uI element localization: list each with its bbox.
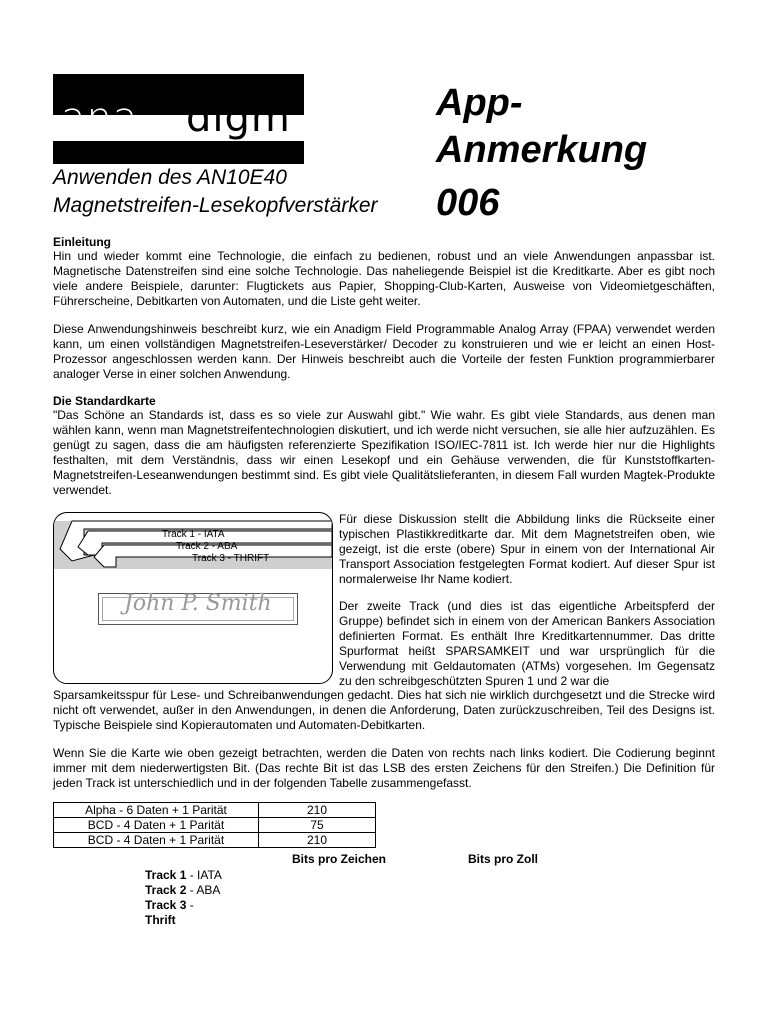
intro-paragraph-2: Diese Anwendungshinweis beschreibt kurz, wie ein Anadigm Field Programmable Analog Array (FPAA) verwendet werden kann, um einen vollständigen Magnetstreifen-Leseverstärker/ Decoder zu konstruieren und wie er leicht an einen Host-Prozessor angeschlossen werden kann. Der Hinweis beschreibt auch die Vorteile der festen Funktion programmierbarer analoger Verse in einer solchen Anwendung. [53, 322, 715, 381]
thrift-paragraph: Sparsamkeitsspur für Lese- und Schreibanwendungen gedacht. Dies hat sich nie wirklich durchgesetzt und die Strecke wird nicht oft verwendet, außer in den Anwendungen, in denen die Anforderung, Daten zurückzuschreiben, Teil des Designs ist. Typische Beispiele sind Kopierautomaten und Automaten-Debitkarten. [53, 688, 715, 732]
list-item [145, 913, 222, 928]
table-row [54, 833, 376, 848]
standard-paragraph-1: "Das Schöne an Standards ist, dass es so viele zur Auswahl gibt." Wie wahr. Es gibt viele Standards, aus denen man wählen kann, wenn man Magnetstreifentechnologien diskutiert, und ich werde nicht versuchen, sie alle hier aufzuzählen. Es genügt zu sagen, dass die am häufigsten referenzierte Spezifikation ISO/IEC-7811 ist. Ich werde hier nur die Highlights festhalten, mit dem Verständnis, dass wir einen Lesekopf und ein Gehäuse verwenden, die für Kunststoffkarten-Magnetstreifen-Leseanwendungen bestimmt sind. Es gibt viele Qualitätslieferanten, in diesem Fall wurden Magtek-Produkte verwendet. [53, 408, 715, 497]
column-header-bits-char: Bits pro Zeichen [292, 852, 387, 866]
logo-text-ana: ana [61, 95, 139, 141]
heading-einleitung: Einleitung [53, 235, 111, 249]
list-item [145, 868, 222, 883]
app-title-line1: App- [436, 82, 523, 124]
table-cell-bits-char: BCD - 4 Daten + 1 Parität [54, 818, 259, 833]
card-description-2: Der zweite Track (und dies ist das eigentliche Arbeitspferd der Gruppe) befindet sich in einem von der American Bankers Association definierten Format. Es enthält Ihre Kreditkartennummer. Das dritte Spurformat heißt SPARSAMKEIT und war ursprünglich für die Verwendung mit Geldautomaten (ATMs) vorgesehen. Im Gegensatz zu den schreibgeschützten Spuren 1 und 2 war die [339, 599, 715, 688]
signature-text: John P. Smith [124, 591, 272, 616]
table-cell-bits-inch: 75 [259, 818, 376, 833]
column-header-bits-inch: Bits pro Zoll [468, 852, 538, 866]
table-cell-bits-char: Alpha - 6 Daten + 1 Parität [54, 803, 259, 818]
heading-standardkarte: Die Standardkarte [53, 394, 156, 408]
track-suffix: - ABA [186, 883, 221, 897]
track-name: Track 2 [145, 883, 187, 897]
track-name: Track 1 [145, 868, 187, 882]
table-cell-bits-char: BCD - 4 Daten + 1 Parität [54, 833, 259, 848]
track-suffix: - IATA [186, 868, 222, 882]
list-item [145, 883, 222, 898]
track1-label: Track 1 - IATA [162, 529, 225, 540]
credit-card-figure [53, 512, 333, 684]
app-title-line2: Anmerkung [436, 129, 648, 171]
intro-paragraph-1: Hin und wieder kommt eine Technologie, die einfach zu bedienen, robust und an viele Anwendungen anpassbar ist. Magnetische Datenstreifen sind eine solche Technologie. Das naheliegende Beispiel ist die Kreditkarte. Aber es gibt noch viele andere Beispiele, darunter: Flugtickets aus Papier, Shopping-Club-Karten, Ausweise von Videomietgeschäften, Führerscheine, Debitkarten von Automaten, und die Liste geht weiter. [53, 249, 715, 308]
subtitle-line2: Magnetstreifen-Lesekopfverstärker [53, 194, 378, 217]
logo-text-digm: digm [186, 95, 291, 141]
table-row [54, 803, 376, 818]
table-cell-bits-inch: 210 [259, 803, 376, 818]
table-row [54, 818, 376, 833]
app-note-title [436, 80, 647, 174]
track-name: Track 3 [145, 898, 187, 912]
encoding-paragraph: Wenn Sie die Karte wie oben gezeigt betrachten, werden die Daten von rechts nach links kodiert. Die Codierung beginnt immer mit dem niederwertigsten Bit. (Das rechte Bit ist das LSB des ersten Zeichens für den Streifen.) Die Definition für jeden Track ist unterschiedlich und in der folgenden Tabelle zusammengefasst. [53, 746, 715, 790]
track3-label: Track 3 - THRIFT [192, 553, 270, 564]
track-name: Thrift [145, 913, 176, 927]
document-subtitle [53, 164, 378, 220]
subtitle-line1: Anwenden des AN10E40 [53, 166, 287, 189]
doc-number: 006 [436, 182, 500, 224]
list-item [145, 898, 222, 913]
anadigm-logo [53, 74, 304, 164]
table-cell-bits-inch: 210 [259, 833, 376, 848]
card-description-1: Für diese Diskussion stellt die Abbildung links die Rückseite einer typischen Plastikkreditkarte dar. Mit dem Magnetstreifen oben, wie gezeigt, ist die erste (obere) Spur in einem von der International Air Transport Association festgelegten Format kodiert. Auf dieser Spur ist normalerweise Ihr Name kodiert. [339, 512, 715, 586]
track-bits-table [53, 802, 376, 848]
track2-label: Track 2 - ABA [176, 541, 238, 552]
track-name-list [145, 868, 222, 928]
track-suffix: - [186, 898, 194, 912]
